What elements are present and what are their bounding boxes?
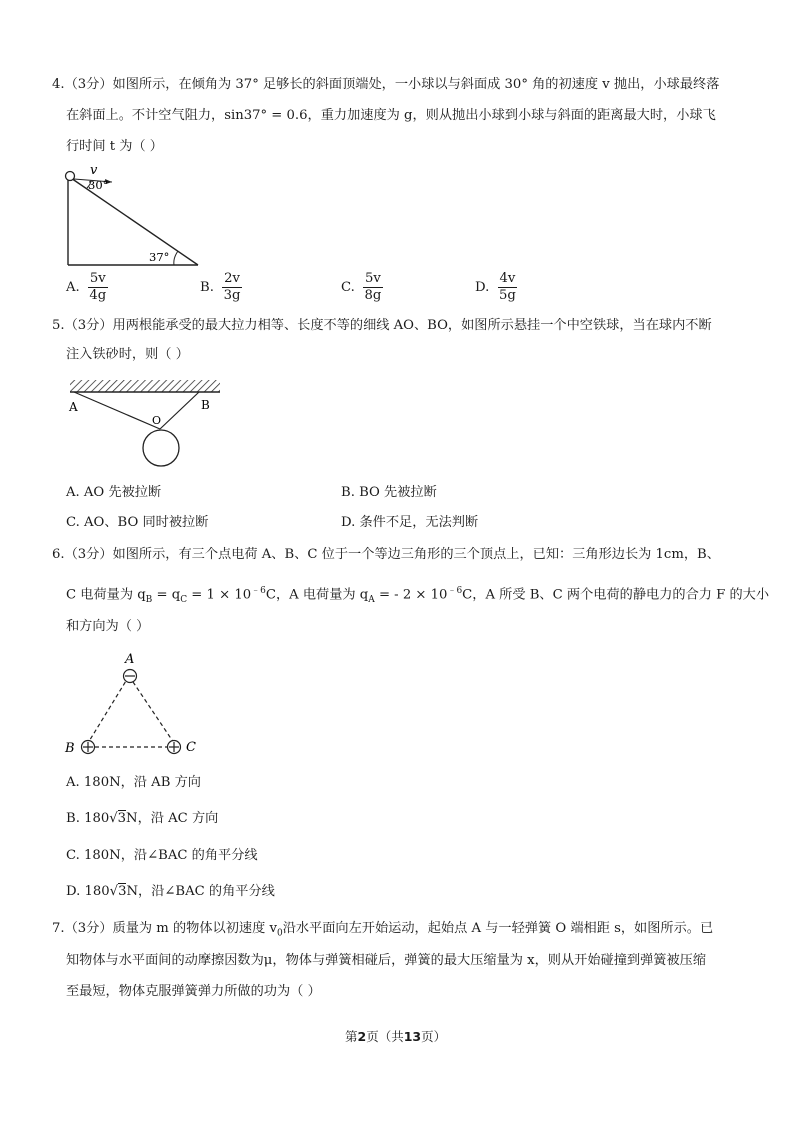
q6-option-d: D. 180√3N，沿∠BAC 的角平分线 [66, 884, 275, 899]
point-o-label: O [152, 414, 162, 427]
q6-option-c: C. 180N，沿∠BAC 的角平分线 [66, 848, 258, 863]
q5-option-c: C. AO、BO 同时被拉断 [66, 515, 209, 530]
vertex-a-label: A [125, 652, 135, 667]
ceiling-hatch [70, 380, 220, 392]
q6-line-2: C 电荷量为 $q_B = q_C = 1 \times 10^{﹣6}C$，A 电荷量为 $q_A$ = - $2 \times 10^{﹣6}C$，A 所受 B、C 两个电荷的静电力的合力 F 的大小 [66, 586, 770, 606]
total-pages: 13 [403, 1029, 422, 1044]
q6-line-1: 6.（3分）如图所示，有三个点电荷 A、B、C 位于一个等边三角形的三个顶点上，已知：三角形边长为 1cm，B、 [52, 547, 720, 562]
q7-line-2: 知物体与水平面间的动摩擦因数为μ，物体与弹簧相碰后，弹簧的最大压缩量为 x，则从开始碰撞到弹簧被压缩 [66, 953, 707, 968]
q5-option-a: A. AO 先被拉断 [66, 485, 162, 500]
q4-option-b: B. $\frac{2v}{3g}$ [200, 271, 241, 303]
q4-line-2: 在斜面上。不计空气阻力，sin37° = 0.6，重力加速度为 g，则从抛出小球到小球与斜面的距离最大时，小球飞 [66, 108, 716, 123]
page-number: 2 [357, 1029, 367, 1044]
angle-30-label: 30° [88, 178, 109, 192]
q5-option-b: B. BO 先被拉断 [341, 485, 437, 500]
iron-ball [143, 430, 179, 466]
angle-37-label: 37° [149, 250, 170, 264]
q4-line-3: 行时间 t 为（ ） [66, 139, 163, 154]
point-a-label: A [69, 400, 78, 414]
point-b-label: B [201, 398, 210, 412]
sqrt-symbol: √ [109, 884, 119, 899]
hanging-ball-figure [64, 376, 234, 472]
q4-option-d: D. $\frac{4v}{5g}$ [475, 271, 516, 303]
q6-option-a: A. 180N，沿 AB 方向 [66, 775, 201, 790]
vertex-c-label: C [186, 740, 196, 755]
q4-option-c: C. $\frac{5v}{8g}$ [341, 271, 382, 303]
velocity-label: v [90, 163, 98, 178]
option-b-fraction: $\frac{2v}{3g}$ [223, 271, 241, 303]
sqrt-symbol: √ [109, 811, 118, 826]
q5-line-1: 5.（3分）用两根能承受的最大拉力相等、长度不等的细线 AO、BO，如图所示悬挂一个中空铁球，当在球内不断 [52, 318, 712, 333]
charge-triangle-figure [62, 648, 212, 763]
q5-option-d: D. 条件不足，无法判断 [341, 515, 479, 530]
q5-line-2: 注入铁砂时，则（ ） [66, 347, 189, 362]
q7-line-3: 至最短，物体克服弹簧弹力所做的功为（ ） [66, 984, 321, 999]
page-footer: 第2页（共13页） [345, 1029, 447, 1044]
q7-line-1: 7.（3分）质量为 m 的物体以初速度 $v_0$沿水平面向左开始运动，起始点 A 与一轻弹簧 O 端相距 s，如图所示。已 [52, 921, 714, 939]
q6-line-3: 和方向为（ ） [66, 619, 150, 634]
vertex-b-label: B [65, 741, 75, 756]
option-d-fraction: $\frac{4v}{5g}$ [499, 271, 516, 303]
q4-option-a: A. $\frac{5v}{4g}$ [66, 271, 107, 303]
q4-line-1: 4.（3分）如图所示，在倾角为 37° 足够长的斜面顶端处，一小球以与斜面成 30° 角的初速度 v 抛出，小球最终落 [52, 77, 720, 92]
incline-figure [60, 162, 210, 272]
q6-option-b: B. 180√3N，沿 AC 方向 [66, 811, 219, 826]
option-c-fraction: $\frac{5v}{8g}$ [364, 271, 382, 303]
option-a-fraction: $\frac{5v}{4g}$ [89, 271, 107, 303]
